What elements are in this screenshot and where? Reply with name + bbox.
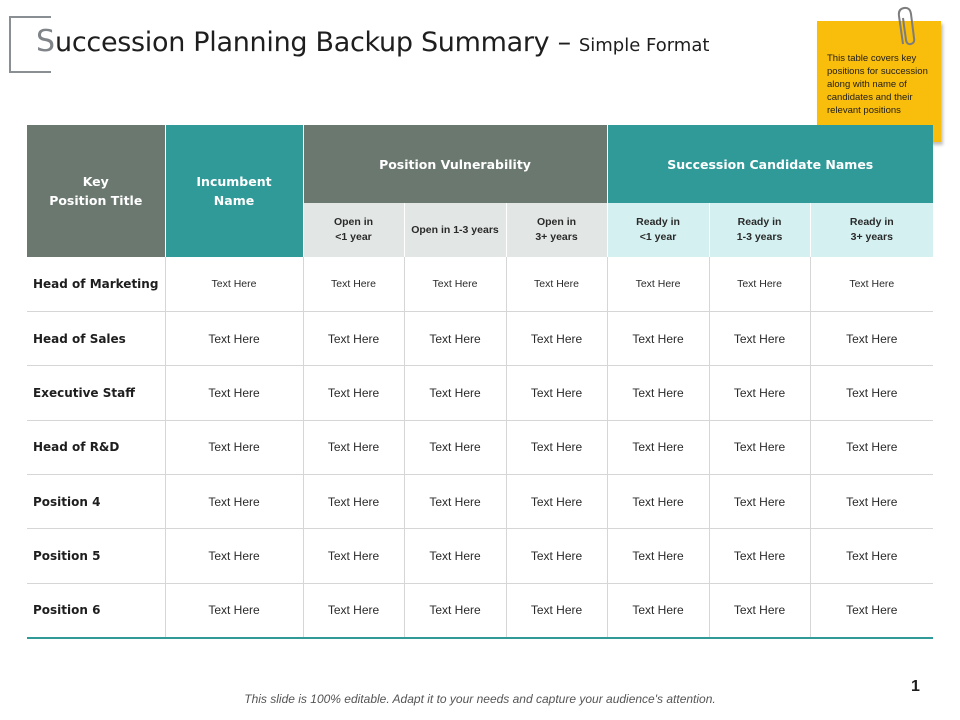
position-title-cell: Position 5 — [27, 529, 165, 583]
table-cell: Text Here — [303, 311, 404, 365]
table-cell: Text Here — [709, 529, 810, 583]
table-cell: Text Here — [303, 257, 404, 311]
table-cell: Text Here — [165, 420, 303, 474]
table-cell: Text Here — [810, 583, 933, 637]
position-title-cell: Head of Sales — [27, 311, 165, 365]
table-cell: Text Here — [810, 311, 933, 365]
table-cell: Text Here — [165, 583, 303, 637]
table-cell: Text Here — [404, 257, 506, 311]
table-cell: Text Here — [709, 583, 810, 637]
subheader-ready-lt1: Ready in <1 year — [607, 203, 709, 257]
header-succession-candidates: Succession Candidate Names — [607, 125, 933, 203]
table-cell: Text Here — [165, 257, 303, 311]
table-row — [27, 475, 933, 529]
table-cell: Text Here — [810, 420, 933, 474]
table-cell: Text Here — [607, 420, 709, 474]
table-cell: Text Here — [709, 420, 810, 474]
table-cell: Text Here — [607, 583, 709, 637]
subheader-open-3plus: Open in 3+ years — [506, 203, 607, 257]
title-subtitle: Simple Format — [578, 35, 710, 56]
table-cell: Text Here — [303, 529, 404, 583]
sticky-note — [817, 21, 941, 142]
table-cell: Text Here — [404, 583, 506, 637]
position-title-cell: Head of R&D — [27, 420, 165, 474]
table-row — [27, 529, 933, 583]
table-cell: Text Here — [303, 583, 404, 637]
table-cell: Text Here — [165, 366, 303, 420]
title-first-letter: S — [36, 24, 56, 59]
sticky-note-text: This table covers key positions for succession along with name of candidates and their relevant positions — [827, 53, 928, 116]
table-cell: Text Here — [506, 583, 607, 637]
table-cell: Text Here — [810, 257, 933, 311]
subheader-ready-1-3: Ready in 1-3 years — [709, 203, 810, 257]
table-cell: Text Here — [607, 475, 709, 529]
table-cell: Text Here — [607, 529, 709, 583]
table-cell: Text Here — [709, 311, 810, 365]
table-cell: Text Here — [506, 311, 607, 365]
subheader-open-lt1: Open in <1 year — [303, 203, 404, 257]
title-main: uccession Planning Backup Summary – — [55, 27, 571, 58]
table-cell: Text Here — [709, 257, 810, 311]
position-title-cell: Head of Marketing — [27, 257, 165, 311]
page-number: 1 — [911, 678, 920, 695]
header-key-position-title: Key Position Title — [27, 125, 165, 257]
table-cell: Text Here — [810, 529, 933, 583]
table-cell: Text Here — [810, 366, 933, 420]
subheader-ready-3plus: Ready in 3+ years — [810, 203, 933, 257]
table-cell: Text Here — [709, 366, 810, 420]
table-cell: Text Here — [607, 311, 709, 365]
page-title — [36, 24, 709, 59]
table-cell: Text Here — [165, 475, 303, 529]
table-cell: Text Here — [404, 366, 506, 420]
table-cell: Text Here — [506, 420, 607, 474]
position-title-cell: Position 4 — [27, 475, 165, 529]
table-cell: Text Here — [303, 475, 404, 529]
table-cell: Text Here — [709, 475, 810, 529]
table-cell: Text Here — [404, 311, 506, 365]
table-cell: Text Here — [506, 257, 607, 311]
table-cell: Text Here — [165, 311, 303, 365]
table-cell: Text Here — [607, 366, 709, 420]
table-cell: Text Here — [404, 475, 506, 529]
table-cell: Text Here — [506, 366, 607, 420]
table-cell: Text Here — [810, 475, 933, 529]
table-cell: Text Here — [303, 366, 404, 420]
paperclip-icon — [896, 6, 916, 48]
subheader-open-1-3: Open in 1-3 years — [404, 203, 506, 257]
table-cell: Text Here — [303, 420, 404, 474]
table-cell: Text Here — [404, 420, 506, 474]
table-row — [27, 420, 933, 474]
table-row — [27, 257, 933, 311]
table-cell: Text Here — [506, 529, 607, 583]
table-cell: Text Here — [506, 475, 607, 529]
table-row — [27, 366, 933, 420]
position-title-cell: Position 6 — [27, 583, 165, 637]
table-cell: Text Here — [607, 257, 709, 311]
footer-note: This slide is 100% editable. Adapt it to your needs and capture your audience's attention. — [244, 692, 716, 706]
table-row — [27, 583, 933, 637]
table-cell: Text Here — [165, 529, 303, 583]
position-title-cell: Executive Staff — [27, 366, 165, 420]
succession-table — [27, 125, 933, 639]
header-incumbent-name: Incumbent Name — [165, 125, 303, 257]
header-position-vulnerability: Position Vulnerability — [303, 125, 607, 203]
table-cell: Text Here — [404, 529, 506, 583]
table-row — [27, 311, 933, 365]
